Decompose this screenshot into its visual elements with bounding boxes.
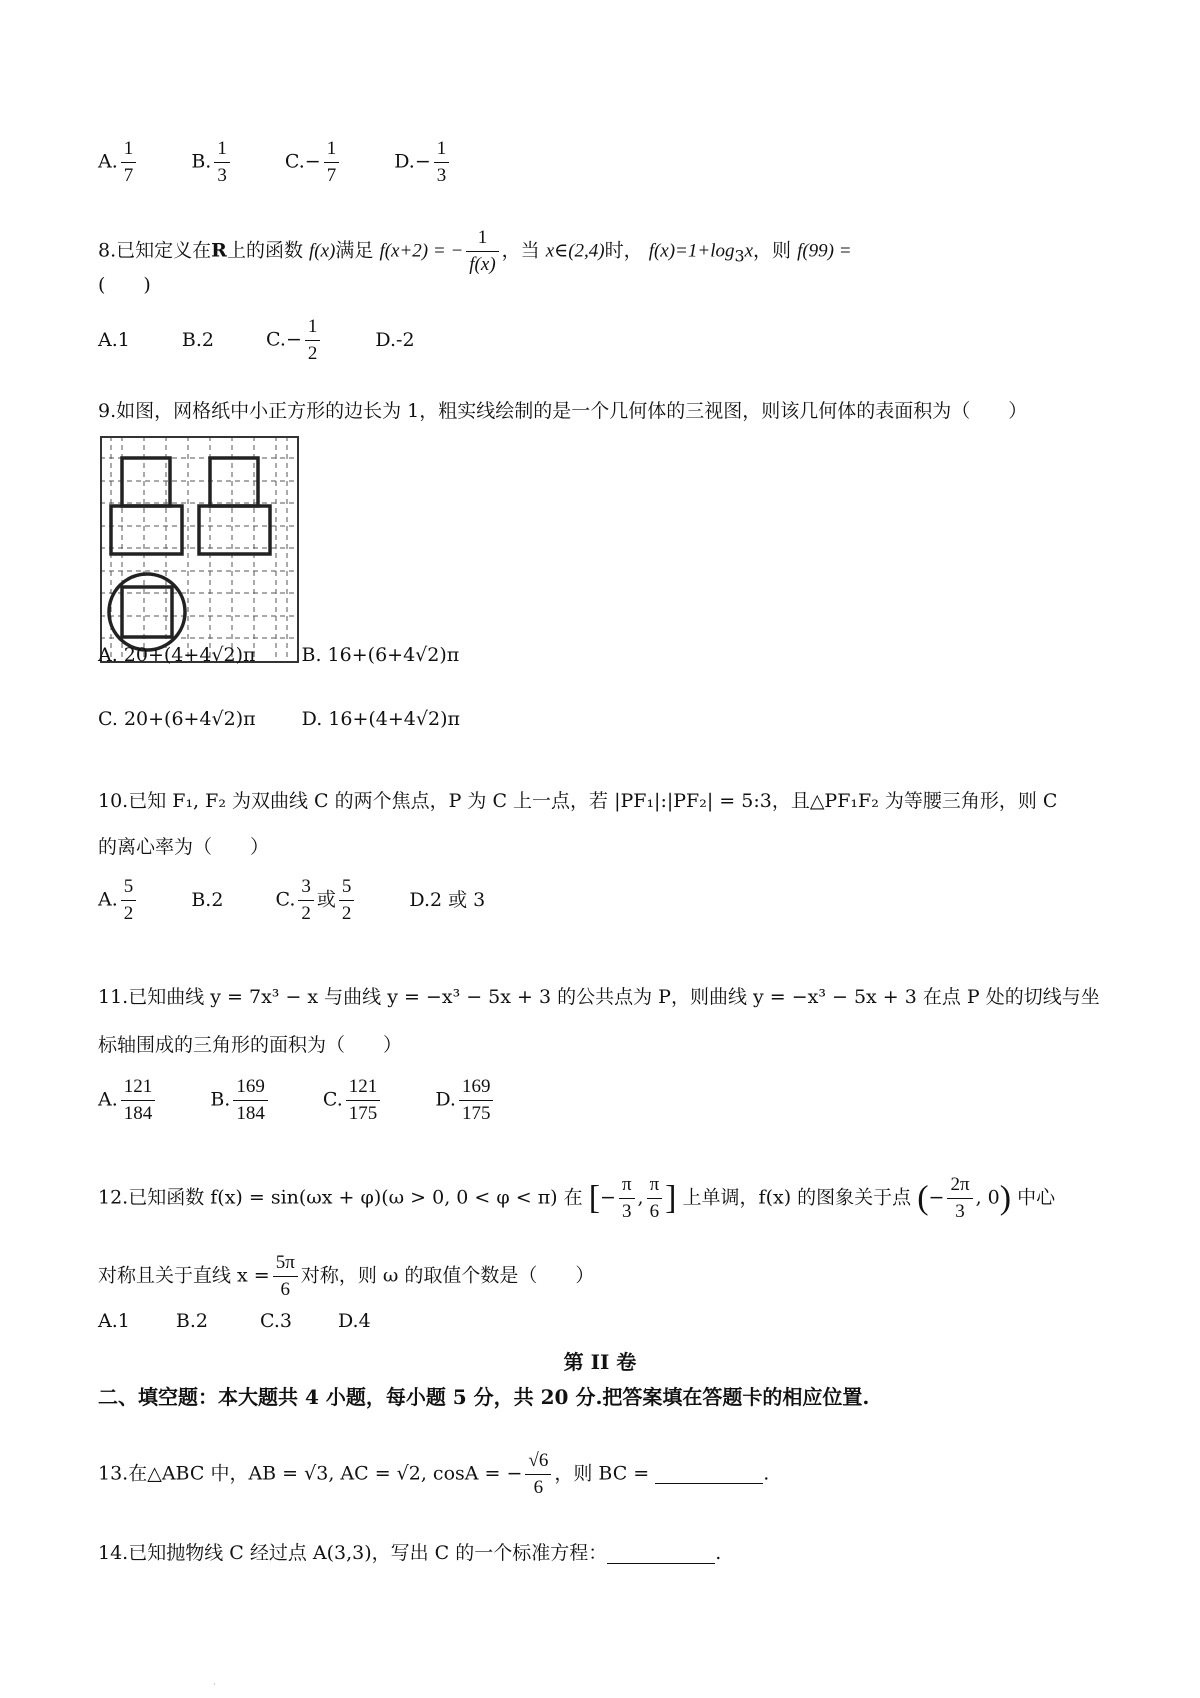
q11-options: A. $\frac{121}{184}$ B. $\frac{169}{184}$ C. $\frac{121}{175}$ D. $\frac{169}{175}$ (98, 1074, 542, 1127)
q12-options: A.1 B.2 C.3 D.4 (98, 1310, 371, 1332)
q12-line2: 对称且关于直线 x = $\frac{5\pi}{6}$ 对称，则 ω 的取值个数是（ ） (98, 1252, 595, 1300)
q14-answer-blank[interactable] (607, 1545, 715, 1564)
q14-stem: 14.已知抛物线 C 经过点 A(3,3)，写出 C 的一个标准方程： . (98, 1542, 722, 1564)
q8-paren: ( ) (98, 274, 151, 296)
q8-stem: 8.已知定义在R上的函数 f(x)满足 f(x+2) = − $\frac{1}{f(x)}$ ，当 x∈(2,4)时， $f(x)=1+\log_3x$，则 f(99) = (98, 227, 852, 275)
q12-line1: 12.已知函数 f(x) = sin(ωx + φ)(ω > 0, 0 < φ < π) 在 [− $\frac{\pi}{3}$ , $\frac{\pi}{6}$ ] 上单调，f(x) 的图象关于点 (− $\frac{2\pi}{3}$ , 0) 中心 (98, 1174, 1056, 1222)
three-view-figure (100, 436, 310, 671)
q13-answer-blank[interactable] (655, 1465, 763, 1484)
q7-options: A. $\frac{1}{7}$ B. $\frac{1}{3}$ C.− $\frac{1}{7}$ D.− $\frac{1}{3}$ (98, 136, 498, 189)
section-heading: 二、填空题：本大题共 4 小题，每小题 5 分，共 20 分.把答案填在答题卡的相应位置. (98, 1385, 870, 1409)
q9-options-row1: A. 20+(4+4√2)π B. 16+(6+4√2)π (98, 644, 460, 666)
part-title: 第 II 卷 (563, 1350, 637, 1374)
q11-line2: 标轴围成的三角形的面积为（ ） (98, 1034, 403, 1056)
q10-line2: 的离心率为（ ） (98, 836, 270, 858)
q13-stem: 13.在△ABC 中，AB = √3, AC = √2, cosA = − $\frac{√6}{6}$ ，则 BC = . (98, 1450, 770, 1498)
q9-stem: 9.如图，网格纸中小正方形的边长为 1，粗实线绘制的是一个几何体的三视图，则该几何体的表面积为（ ） (98, 400, 1028, 422)
q10-options: A. $\frac{5}{2}$ B.2 C. $\frac{3}{2}$ 或 $\frac{5}{2}$ D.2 或 3 (98, 876, 486, 924)
q9-options-row2: C. 20+(6+4√2)π D. 16+(4+4√2)π (98, 708, 460, 730)
footer-mark: · (213, 1680, 216, 1690)
q11-line1: 11.已知曲线 y = 7x³ − x 与曲线 y = −x³ − 5x + 3 的公共点为 P，则曲线 y = −x³ − 5x + 3 在点 P 处的切线与坐 (98, 986, 1100, 1008)
q8-options: A.1 B.2 C.− $\frac{1}{2}$ D.-2 (98, 316, 415, 364)
q10-line1: 10.已知 F₁, F₂ 为双曲线 C 的两个焦点，P 为 C 上一点，若 |PF₁|:|PF₂| = 5:3，且△PF₁F₂ 为等腰三角形，则 C (98, 790, 1058, 812)
